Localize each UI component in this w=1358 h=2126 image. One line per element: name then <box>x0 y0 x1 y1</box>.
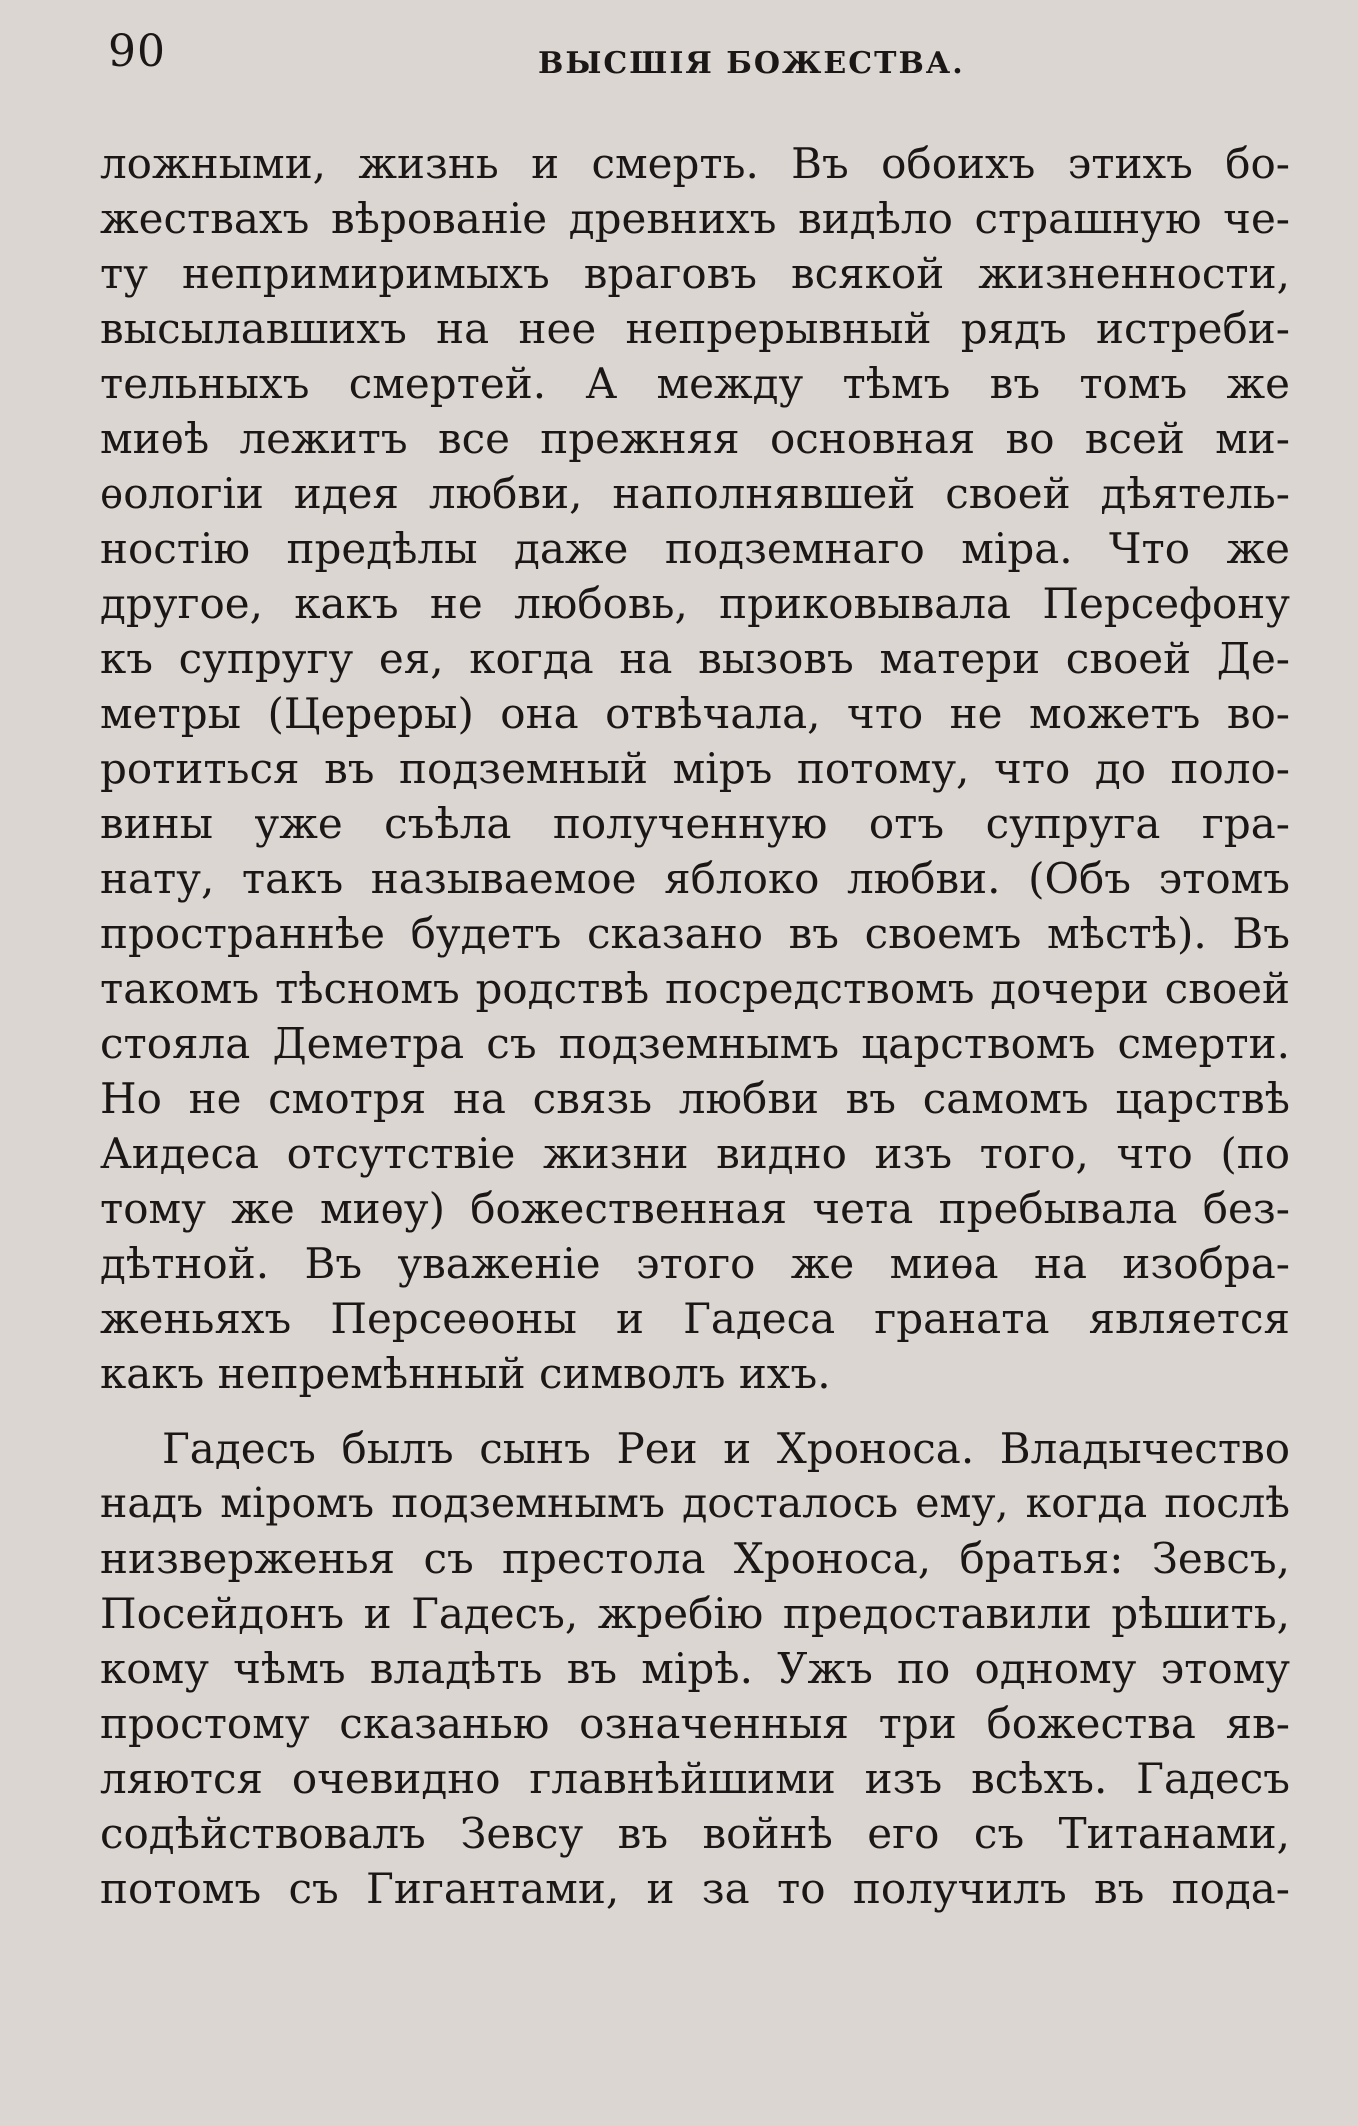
text-line: такомъ тѣсномъ родствѣ посредствомъ дочери своей <box>100 964 1290 1013</box>
text-line: надъ міромъ подземнымъ досталось ему, когда послѣ <box>100 1479 1290 1527</box>
text-line: стояла Деметра съ подземнымъ царствомъ смерти. <box>100 1019 1290 1068</box>
paragraph-gap <box>100 1401 1290 1421</box>
text-line: ѳологіи идея любви, наполнявшей своей дѣятель- <box>100 469 1290 518</box>
text-line: потомъ съ Гигантами, и за то получилъ въ пода- <box>100 1864 1290 1913</box>
text-line: ту непримиримыхъ враговъ всякой жизненности, <box>100 249 1290 298</box>
text-line: кому чѣмъ владѣть въ мірѣ. Ужъ по одному этому <box>100 1644 1290 1693</box>
text-line: дѣтной. Въ уваженіе этого же миѳа на изобра- <box>100 1239 1290 1288</box>
text-line: ляются очевидно главнѣйшими изъ всѣхъ. Гадесъ <box>100 1754 1290 1803</box>
text-line: женьяхъ Персеѳоны и Гадеса граната является <box>100 1294 1290 1343</box>
text-line: простому сказанью означенныя три божества яв- <box>100 1699 1290 1748</box>
text-line: миѳѣ лежитъ все прежняя основная во всей ми- <box>100 414 1290 463</box>
text-line: нату, такъ называемое яблоко любви. (Объ этомъ <box>100 854 1290 903</box>
text-line: къ супругу ея, когда на вызовъ матери своей Де- <box>100 634 1290 683</box>
text-line: ностію предѣлы даже подземнаго міра. Что же <box>100 524 1290 573</box>
text-line: метры (Цереры) она отвѣчала, что не можетъ во- <box>100 689 1290 738</box>
text-line: низверженья съ престола Хроноса, братья: Зевсъ, <box>100 1534 1290 1583</box>
body-text <box>100 136 1290 1916</box>
text-line: ротиться въ подземный міръ потому, что до поло- <box>100 744 1290 793</box>
text-line: содѣйствовалъ Зевсу въ войнѣ его съ Титанами, <box>100 1809 1290 1858</box>
text-line: ложными, жизнь и смерть. Въ обоихъ этихъ бо- <box>100 139 1290 188</box>
text-line: Гадесъ былъ сынъ Реи и Хроноса. Владычество <box>162 1424 1290 1473</box>
text-line: жествахъ вѣрованіе древнихъ видѣло страшную че- <box>100 194 1290 243</box>
paragraph-1 <box>100 136 1290 1401</box>
text-line: пространнѣе будетъ сказано въ своемъ мѣстѣ). Въ <box>100 909 1290 958</box>
text-line: вины уже съѣла полученную отъ супруга гра- <box>100 799 1290 848</box>
text-line: Посейдонъ и Гадесъ, жребію предоставили рѣшить, <box>100 1589 1290 1638</box>
text-line: какъ непремѣнный символъ ихъ. <box>100 1349 831 1398</box>
page-header <box>108 18 1298 98</box>
text-line: Но не смотря на связь любви въ самомъ царствѣ <box>100 1074 1290 1123</box>
text-line: высылавшихъ на нее непрерывный рядъ истреби- <box>100 304 1290 353</box>
text-line: Аидеса отсутствіе жизни видно изъ того, что (по <box>100 1129 1290 1178</box>
paragraph-2 <box>100 1421 1290 1916</box>
text-line: тому же миѳу) божественная чета пребывала без- <box>100 1184 1290 1233</box>
page-number: 90 <box>108 26 166 77</box>
text-line: тельныхъ смертей. А между тѣмъ въ томъ же <box>100 359 1290 408</box>
running-title: ВЫСШІЯ БОЖЕСТВА. <box>538 46 965 81</box>
text-line: другое, какъ не любовь, приковывала Персефону <box>100 579 1290 628</box>
